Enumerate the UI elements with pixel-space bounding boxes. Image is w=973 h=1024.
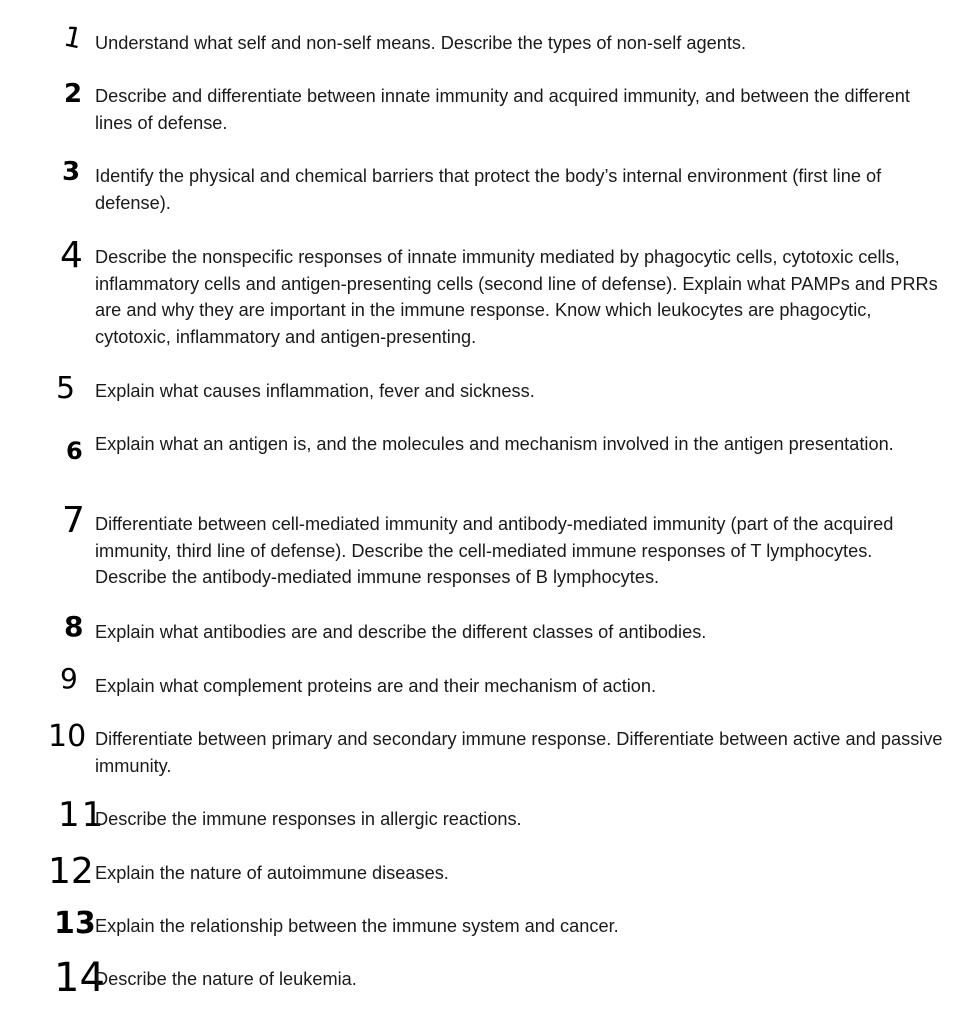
objective-text-2: Describe and differentiate between innate immunity and acquired immunity, and between the different lines of defense.: [95, 86, 910, 133]
objective-text-14: Describe the nature of leukemia.: [95, 969, 357, 989]
handwritten-number-9: 9: [60, 662, 78, 695]
objective-text-7: Differentiate between cell-mediated immunity and antibody-mediated immunity (part of the acquired immunity, third line of defense). Describe the cell-mediated immune responses of T lymphocytes. Describe the antibody-mediated immune responses of B lymphocytes.: [95, 514, 894, 588]
objective-text-11: Describe the immune responses in allergic reactions.: [95, 809, 522, 829]
handwritten-number-14: 14: [54, 955, 105, 1001]
objective-text-4: Describe the nonspecific responses of innate immunity mediated by phagocytic cells, cytotoxic cells, inflammatory cells and antigen-presenting cells (second line of defense). Explain what PAMPs and PRRs are and why they are important in the immune response. Know which leukocytes are phagocytic, cytotoxic, inflammatory and antigen-presenting.: [95, 247, 938, 348]
handwritten-number-3: 3: [62, 157, 81, 187]
handwritten-number-5: 5: [56, 371, 76, 406]
handwritten-number-13: 13: [54, 906, 96, 941]
handwritten-number-4: 4: [60, 235, 83, 276]
objective-text-3: Identify the physical and chemical barriers that protect the body’s internal environment (first line of defense).: [95, 166, 882, 213]
objective-text-9: Explain what complement proteins are and their mechanism of action.: [95, 676, 657, 696]
handwritten-number-1: 1: [60, 19, 86, 56]
handwritten-number-6: 6: [66, 437, 83, 465]
objective-text-1: Understand what self and non-self means. Describe the types of non-self agents.: [95, 33, 747, 53]
objective-text-13: Explain the relationship between the immune system and cancer.: [95, 916, 619, 936]
handwritten-number-7: 7: [62, 500, 85, 541]
handwritten-number-2: 2: [64, 79, 83, 109]
objective-text-8: Explain what antibodies are and describe the different classes of antibodies.: [95, 622, 707, 642]
objective-text-12: Explain the nature of autoimmune diseases.: [95, 863, 449, 883]
objective-text-5: Explain what causes inflammation, fever and sickness.: [95, 381, 535, 401]
handwritten-number-8: 8: [64, 610, 84, 643]
objective-text-6: Explain what an antigen is, and the molecules and mechanism involved in the antigen presentation.: [95, 434, 894, 454]
handwritten-number-12: 12: [48, 851, 94, 892]
handwritten-number-10: 10: [48, 719, 87, 754]
handwritten-number-11: 11: [58, 795, 106, 835]
objective-text-10: Differentiate between primary and secondary immune response. Differentiate between active and passive immunity.: [95, 729, 943, 776]
